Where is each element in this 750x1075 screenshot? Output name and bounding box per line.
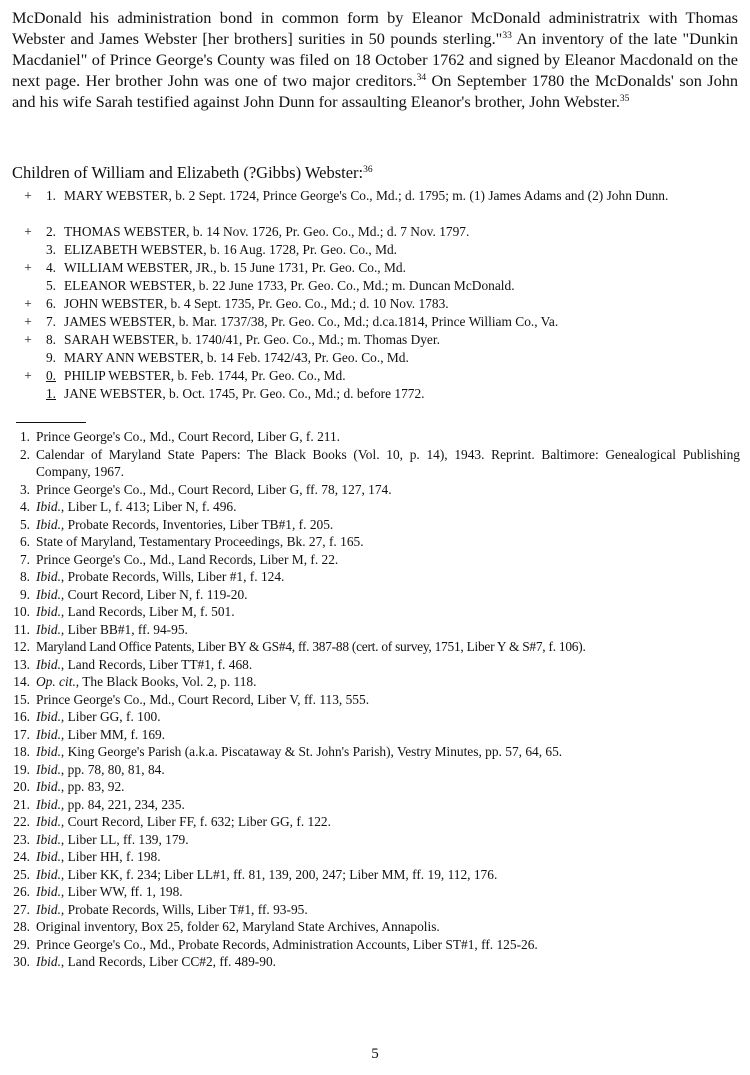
footnote-number: 21. bbox=[13, 796, 30, 812]
footnote-number: 20. bbox=[13, 779, 30, 794]
footnote-number: 14. bbox=[13, 674, 30, 689]
child-text: THOMAS WEBSTER, b. 14 Nov. 1726, Pr. Geo. Co., Md.; d. 7 Nov. 1797. bbox=[64, 224, 470, 239]
child-entry bbox=[0, 367, 750, 385]
child-number: 8. bbox=[45, 332, 56, 347]
footnote-text bbox=[36, 761, 740, 779]
child-entry bbox=[0, 223, 750, 241]
footnote-rest: , Liber WW, ff. 1, 198. bbox=[60, 884, 183, 899]
child-entry bbox=[0, 313, 750, 331]
footnote-number: 30. bbox=[13, 954, 30, 969]
footnote-italic: Ibid. bbox=[36, 744, 61, 759]
child-entry bbox=[0, 295, 750, 313]
footnote bbox=[0, 586, 750, 604]
footnote-italic: Ibid. bbox=[36, 814, 61, 829]
footnote-text bbox=[36, 691, 740, 709]
footnote-ref-36: 36 bbox=[363, 165, 373, 175]
footnote-text bbox=[36, 848, 740, 866]
footnote-rest: , Liber GG, f. 100. bbox=[60, 709, 161, 724]
child-number: 0. bbox=[45, 368, 56, 383]
footnote-text bbox=[36, 638, 740, 656]
footnote-text bbox=[36, 533, 740, 551]
footnote-number: 5. bbox=[19, 516, 30, 532]
footnote bbox=[0, 481, 750, 499]
footnote-number: 22. bbox=[13, 814, 30, 829]
footnote-rest: , pp. 84, 221, 234, 235. bbox=[60, 796, 185, 812]
footnote-rest: , Liber KK, f. 234; Liber LL#1, ff. 81, 139, 200, 247; Liber MM, ff. 19, 112, 176. bbox=[60, 866, 498, 882]
footnote bbox=[0, 656, 750, 674]
footnote-text bbox=[36, 883, 740, 901]
child-text: ELEANOR WEBSTER, b. 22 June 1733, Pr. Geo. Co., Md.; m. Duncan McDonald. bbox=[64, 278, 515, 293]
footnote bbox=[0, 918, 750, 936]
footnote-italic: Ibid. bbox=[36, 709, 61, 724]
footnote-number: 25. bbox=[13, 866, 30, 882]
child-text: ELIZABETH WEBSTER, b. 16 Aug. 1728, Pr. Geo. Co., Md. bbox=[64, 242, 398, 257]
descendant-marker: + bbox=[24, 260, 32, 275]
footnote-rest: Prince George's Co., Md., Probate Records, Administration Accounts, Liber ST#1, ff. 125-26. bbox=[36, 936, 538, 952]
footnote-number: 23. bbox=[13, 831, 30, 847]
footnote-rest: , Liber BB#1, ff. 94-95. bbox=[60, 621, 188, 637]
footnote-number: 3. bbox=[19, 481, 30, 497]
footnote-italic: Ibid. bbox=[36, 849, 61, 864]
footnote-text bbox=[36, 918, 740, 936]
footnote-text bbox=[36, 656, 740, 674]
footnote-rest: , King George's Parish (a.k.a. Piscataway & St. John's Parish), Vestry Minutes, pp. 57, 64, 65. bbox=[60, 744, 563, 759]
footnote-number: 16. bbox=[13, 709, 30, 724]
footnote-rest: , Liber MM, f. 169. bbox=[60, 726, 166, 742]
footnote-text bbox=[36, 901, 740, 919]
child-number: 3. bbox=[45, 242, 56, 257]
footnote-rest: , Liber HH, f. 198. bbox=[60, 849, 161, 864]
footnote-text bbox=[36, 621, 740, 639]
footnote-rest: , pp. 83, 92. bbox=[60, 779, 125, 794]
footnote-ref-33: 33 bbox=[502, 31, 512, 41]
child-number: 6. bbox=[45, 296, 56, 311]
child-text: JANE WEBSTER, b. Oct. 1745, Pr. Geo. Co., Md.; d. before 1772. bbox=[64, 386, 425, 401]
footnote-text bbox=[36, 603, 740, 621]
footnote bbox=[0, 533, 750, 551]
footnote bbox=[0, 551, 750, 569]
footnote-text bbox=[36, 778, 740, 796]
footnote-text bbox=[36, 586, 740, 604]
footnote bbox=[0, 603, 750, 621]
footnote-italic: Ibid. bbox=[36, 884, 61, 899]
footnote-text bbox=[36, 726, 740, 744]
footnote-italic: Ibid. bbox=[36, 726, 61, 742]
footnote-italic: Ibid. bbox=[36, 831, 61, 847]
footnote-text bbox=[36, 446, 740, 481]
footnote-rest: Maryland Land Office Patents, Liber BY & GS#4, ff. 387-88 (cert. of survey, 1751, Liber Y & S#7, f. 106). bbox=[36, 639, 586, 654]
child-entry bbox=[0, 349, 750, 367]
footnote-text bbox=[36, 936, 740, 954]
footnote-text bbox=[36, 866, 740, 884]
footnote-text bbox=[36, 831, 740, 849]
child-text: MARY WEBSTER, b. 2 Sept. 1724, Prince George's Co., Md.; d. 1795; m. (1) James Adams and (2) John Dunn. bbox=[64, 188, 669, 203]
footnote-rest: , Probate Records, Wills, Liber #1, f. 124. bbox=[60, 569, 285, 584]
footnote-rest: , Land Records, Liber TT#1, f. 468. bbox=[60, 656, 253, 672]
footnote-rest: Prince George's Co., Md., Land Records, Liber M, f. 22. bbox=[36, 551, 339, 567]
footnote bbox=[0, 901, 750, 919]
footnote bbox=[0, 796, 750, 814]
footnote bbox=[0, 428, 750, 446]
footnote-number: 28. bbox=[13, 919, 30, 934]
intro-text-1: McDonald his administration bond in common form by Eleanor McDonald administratrix with Thomas Webster and James Webster [her brothers] surities in 50 pounds sterling." bbox=[12, 8, 738, 48]
footnote-number: 17. bbox=[13, 726, 30, 742]
footnote-italic: Ibid. bbox=[36, 901, 61, 917]
intro-paragraph bbox=[12, 7, 738, 112]
descendant-marker: + bbox=[24, 296, 32, 311]
footnote-rest: , Court Record, Liber N, f. 119-20. bbox=[60, 586, 248, 602]
footnote-italic: Ibid. bbox=[36, 604, 61, 619]
footnote-number: 12. bbox=[13, 639, 30, 654]
footnote-number: 27. bbox=[13, 901, 30, 917]
footnote-number: 24. bbox=[13, 849, 30, 864]
footnote-rest: Prince George's Co., Md., Court Record, Liber G, f. 211. bbox=[36, 429, 341, 444]
footnote-number: 13. bbox=[13, 656, 30, 672]
footnote-italic: Ibid. bbox=[36, 499, 61, 514]
footnote-number: 19. bbox=[13, 761, 30, 777]
footnote bbox=[0, 516, 750, 534]
footnote-italic: Ibid. bbox=[36, 779, 61, 794]
footnote bbox=[0, 866, 750, 884]
footnote bbox=[0, 708, 750, 726]
footnote bbox=[0, 691, 750, 709]
page-number: 5 bbox=[371, 1046, 379, 1062]
descendant-marker: + bbox=[24, 188, 32, 203]
child-number: 1. bbox=[45, 188, 56, 203]
footnote bbox=[0, 638, 750, 656]
footnote-number: 7. bbox=[19, 551, 30, 567]
footnote-italic: Ibid. bbox=[36, 656, 61, 672]
descendant-marker: + bbox=[24, 224, 32, 239]
footnote-text bbox=[36, 673, 740, 691]
child-text: WILLIAM WEBSTER, JR., b. 15 June 1731, Pr. Geo. Co., Md. bbox=[64, 260, 406, 275]
footnote bbox=[0, 673, 750, 691]
footnote bbox=[0, 568, 750, 586]
footnote-italic: Ibid. bbox=[36, 586, 61, 602]
footnote-number: 18. bbox=[13, 744, 30, 759]
footnote bbox=[0, 498, 750, 516]
descendant-marker: + bbox=[24, 314, 32, 329]
child-number: 7. bbox=[45, 314, 56, 329]
child-text: SARAH WEBSTER, b. 1740/41, Pr. Geo. Co., Md.; m. Thomas Dyer. bbox=[64, 332, 440, 347]
footnote-rest: Prince George's Co., Md., Court Record, Liber V, ff. 113, 555. bbox=[36, 691, 370, 707]
footnote-text bbox=[36, 498, 740, 516]
footnote bbox=[0, 778, 750, 796]
child-text: MARY ANN WEBSTER, b. 14 Feb. 1742/43, Pr. Geo. Co., Md. bbox=[64, 350, 409, 365]
child-text: JAMES WEBSTER, b. Mar. 1737/38, Pr. Geo. Co., Md.; d.ca.1814, Prince William Co., Va. bbox=[64, 314, 559, 329]
footnote-text bbox=[36, 551, 740, 569]
footnote bbox=[0, 621, 750, 639]
footnote-italic: Ibid. bbox=[36, 569, 61, 584]
children-heading-text: Children of William and Elizabeth (?Gibbs) Webster: bbox=[12, 163, 364, 182]
footnote-number: 10. bbox=[13, 604, 30, 619]
footnote-rest: Calendar of Maryland State Papers: The Black Books (Vol. 10, p. 14), 1943. Reprint. Baltimore: Genealogical Publishing Company, 1967. bbox=[36, 446, 740, 479]
footnote-number: 1. bbox=[19, 429, 30, 444]
intro-text-3: On September 1780 the McDonalds' son John and his wife Sarah testified against John Dunn for assaulting Eleanor's brother, John Webster. bbox=[12, 71, 738, 111]
child-text: PHILIP WEBSTER, b. Feb. 1744, Pr. Geo. Co., Md. bbox=[64, 368, 346, 383]
footnote-italic: Ibid. bbox=[36, 866, 61, 882]
footnote-rest: , Probate Records, Wills, Liber T#1, ff. 93-95. bbox=[60, 901, 308, 917]
children-list bbox=[0, 187, 750, 403]
footnote bbox=[0, 743, 750, 761]
footnote-text bbox=[36, 796, 740, 814]
footnote-italic: Op. cit. bbox=[36, 674, 76, 689]
footnote-number: 2. bbox=[19, 446, 30, 462]
footnote-ref-34: 34 bbox=[416, 73, 427, 83]
child-entry bbox=[0, 385, 750, 403]
footnote-italic: Ibid. bbox=[36, 621, 61, 637]
child-number: 9. bbox=[45, 350, 56, 365]
footnote-number: 26. bbox=[13, 884, 30, 899]
footnote-text bbox=[36, 428, 740, 446]
footnote-rest: , Liber L, f. 413; Liber N, f. 496. bbox=[60, 499, 237, 514]
footnote-text bbox=[36, 568, 740, 586]
child-number: 4. bbox=[45, 260, 56, 275]
footnote-rest: , The Black Books, Vol. 2, p. 118. bbox=[75, 674, 257, 689]
child-text: JOHN WEBSTER, b. 4 Sept. 1735, Pr. Geo. Co., Md.; d. 10 Nov. 1783. bbox=[64, 296, 449, 311]
child-entry bbox=[0, 277, 750, 295]
footnote-separator bbox=[16, 422, 86, 423]
footnote-rest: , Probate Records, Inventories, Liber TB#1, f. 205. bbox=[60, 516, 334, 532]
footnote-number: 15. bbox=[13, 691, 30, 707]
footnote-italic: Ibid. bbox=[36, 796, 61, 812]
footnote-rest: , Land Records, Liber CC#2, ff. 489-90. bbox=[60, 954, 277, 969]
footnote-rest: Prince George's Co., Md., Court Record, Liber G, ff. 78, 127, 174. bbox=[36, 481, 392, 497]
child-entry bbox=[0, 187, 750, 223]
footnote-number: 6. bbox=[19, 534, 30, 549]
footnote-number: 9. bbox=[19, 586, 30, 602]
footnote-italic: Ibid. bbox=[36, 516, 61, 532]
footnote-rest: State of Maryland, Testamentary Proceedings, Bk. 27, f. 165. bbox=[36, 534, 364, 549]
descendant-marker: + bbox=[24, 332, 32, 347]
footnote-number: 4. bbox=[19, 499, 30, 514]
footnote-text bbox=[36, 743, 740, 761]
footnotes-list bbox=[0, 428, 750, 971]
footnote bbox=[0, 848, 750, 866]
footnote bbox=[0, 761, 750, 779]
footnote-text bbox=[36, 481, 740, 499]
footnote-rest: , Court Record, Liber FF, f. 632; Liber GG, f. 122. bbox=[60, 814, 331, 829]
footnote-text bbox=[36, 708, 740, 726]
footnote bbox=[0, 726, 750, 744]
child-number: 2. bbox=[45, 224, 56, 239]
footnote-italic: Ibid. bbox=[36, 954, 61, 969]
footnote-rest: , Land Records, Liber M, f. 501. bbox=[60, 604, 235, 619]
footnote-number: 8. bbox=[19, 569, 30, 584]
footnote bbox=[0, 446, 750, 481]
footnote-ref-35: 35 bbox=[619, 94, 630, 104]
footnote bbox=[0, 831, 750, 849]
footnote bbox=[0, 953, 750, 971]
footnote-italic: Ibid. bbox=[36, 761, 61, 777]
footnote-number: 11. bbox=[13, 621, 30, 637]
descendant-marker: + bbox=[24, 368, 32, 383]
footnote-number: 29. bbox=[13, 936, 30, 952]
footnote-text bbox=[36, 516, 740, 534]
footnote bbox=[0, 936, 750, 954]
footnote bbox=[0, 883, 750, 901]
child-entry bbox=[0, 259, 750, 277]
footnote-rest: , pp. 78, 80, 81, 84. bbox=[60, 761, 165, 777]
children-heading bbox=[12, 162, 373, 183]
child-number: 5. bbox=[45, 278, 56, 293]
child-entry bbox=[0, 331, 750, 349]
intro-text-2: An inventory of the late "Dunkin Macdaniel" of Prince George's County was filed on 18 October 1762 and signed by Eleanor Macdonald on the next page. Her brother John was one of two major creditors. bbox=[12, 29, 739, 90]
footnote-text bbox=[36, 813, 740, 831]
footnote-text bbox=[36, 953, 740, 971]
child-number: 1. bbox=[45, 386, 56, 401]
child-entry bbox=[0, 241, 750, 259]
footnote-rest: Original inventory, Box 25, folder 62, Maryland State Archives, Annapolis. bbox=[36, 919, 440, 934]
footnote bbox=[0, 813, 750, 831]
footnote-rest: , Liber LL, ff. 139, 179. bbox=[60, 831, 189, 847]
